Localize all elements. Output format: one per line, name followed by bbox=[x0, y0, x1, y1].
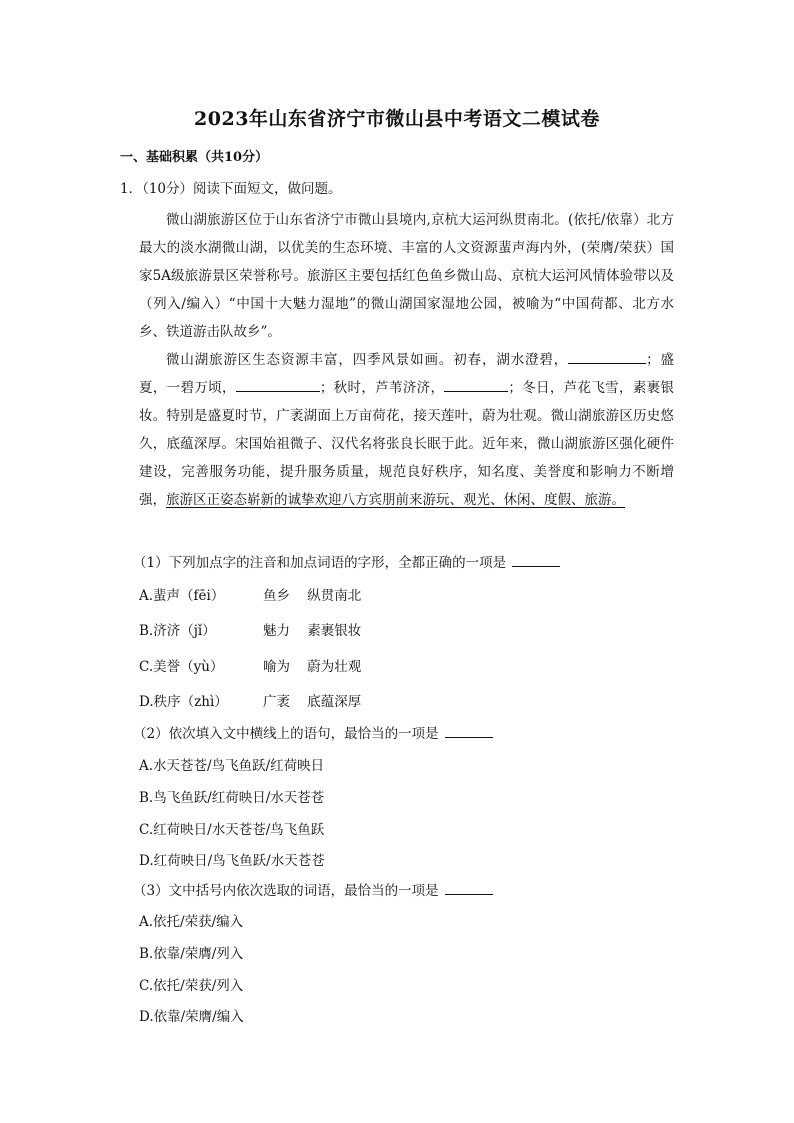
passage-paragraph-2 bbox=[139, 346, 674, 514]
answer-blank-2[interactable] bbox=[445, 724, 493, 739]
option-text: 喻为 bbox=[263, 659, 290, 675]
option-2b[interactable]: B.鸟飞鱼跃/红荷映日/水天苍苍 bbox=[139, 790, 325, 806]
option-2a[interactable]: A.水天苍苍/鸟飞鱼跃/红荷映日 bbox=[139, 758, 325, 774]
answer-blank-3[interactable] bbox=[445, 881, 493, 896]
passage-paragraph-1: 微山湖旅游区位于山东省济宁市微山县境内,京杭大运河纵贯南北。(依托/依靠）北方最大的淡水湖微山湖，以优美的生态环境、丰富的人文资源蜚声海内外，(荣膺/荣获）国家5A级旅游景区荣誉称号。旅游区主要包括红色鱼乡微山岛、京杭大运河风情体验带以及（列入/编入）“中国十大魅力湿地”的微山湖国家湿地公园，被喻为“中国荷都、北方水乡、铁道游击队故乡”。 bbox=[139, 212, 674, 340]
sub-question-3-prompt: （3）文中括号内依次选取的词语，最恰当的一项是 bbox=[133, 883, 439, 899]
sub-question-2-prompt: （2）依次填入文中横线上的语句，最恰当的一项是 bbox=[133, 726, 439, 742]
option-1a[interactable] bbox=[139, 584, 361, 604]
option-1c[interactable] bbox=[139, 655, 361, 675]
passage-text: ；秋时，芦苇济济， bbox=[319, 380, 445, 396]
sub-question-1 bbox=[133, 551, 560, 571]
underlined-sentence: 旅游区正姿态崭新的诚挚欢迎八方宾朋前来游玩、观光、休闲、度假、旅游。 bbox=[166, 492, 625, 508]
option-text: C.美誉（yù） bbox=[139, 659, 224, 675]
sub-question-1-prompt: （1）下列加点字的注音和加点词语的字形，全都正确的一项是 bbox=[133, 555, 507, 571]
fill-blank-2[interactable] bbox=[236, 378, 320, 393]
passage-text: ；盛夏，一碧万顷， bbox=[139, 352, 675, 396]
option-2d[interactable]: D.红荷映日/鸟飞鱼跃/水天苍苍 bbox=[139, 853, 325, 869]
option-text: 底蕴深厚 bbox=[307, 694, 362, 710]
passage-text: 微山湖旅游区生态资源丰富，四季风景如画。初春，湖水澄碧， bbox=[166, 352, 569, 368]
passage-text: ；冬日，芦花飞雪，素裹银妆。特别是盛夏时节，广袤湖面上万亩荷花，接天莲叶，蔚为壮观。微山湖旅游区历史悠久，底蕴深厚。宋国始祖微子、汉代名将张良长眠于此。近年来，微山湖旅游区强化硬件建设，完善服务功能，提升服务质量，规范良好秩序，知名度、美誉度和影响力不断增强， bbox=[139, 380, 675, 508]
exam-title: 2023年山东省济宁市微山县中考语文二模试卷 bbox=[194, 108, 600, 130]
option-1d[interactable] bbox=[139, 690, 361, 710]
option-text: 鱼乡 bbox=[263, 588, 290, 604]
option-text: 魅力 bbox=[263, 623, 290, 639]
option-text: 蔚为壮观 bbox=[307, 659, 362, 675]
sub-question-3 bbox=[133, 879, 493, 899]
section-heading: 一、基础积累（共10分） bbox=[120, 150, 269, 165]
question-1-stem: 1．（10分）阅读下面短文，做问题。 bbox=[120, 181, 342, 197]
answer-blank-1[interactable] bbox=[512, 553, 560, 568]
option-text: D.秩序（zhì） bbox=[139, 694, 228, 710]
sub-question-2 bbox=[133, 722, 493, 742]
option-2c[interactable]: C.红荷映日/水天苍苍/鸟飞鱼跃 bbox=[139, 822, 325, 838]
reading-passage bbox=[139, 206, 674, 514]
option-text: A.蜚声（fēi） bbox=[139, 588, 225, 604]
option-3d[interactable]: D.依靠/荣膺/编入 bbox=[139, 1009, 244, 1025]
option-3b[interactable]: B.依靠/荣膺/列入 bbox=[139, 946, 244, 962]
option-text: 素裹银妆 bbox=[307, 623, 362, 639]
option-1b[interactable] bbox=[139, 619, 361, 639]
option-text: 纵贯南北 bbox=[307, 588, 362, 604]
fill-blank-1[interactable] bbox=[568, 350, 646, 365]
option-text: 广袤 bbox=[263, 694, 290, 710]
option-3c[interactable]: C.依托/荣获/列入 bbox=[139, 978, 244, 994]
option-3a[interactable]: A.依托/荣获/编入 bbox=[139, 914, 244, 930]
option-text: B.济济（jǐ） bbox=[139, 623, 216, 639]
fill-blank-3[interactable] bbox=[444, 378, 508, 393]
